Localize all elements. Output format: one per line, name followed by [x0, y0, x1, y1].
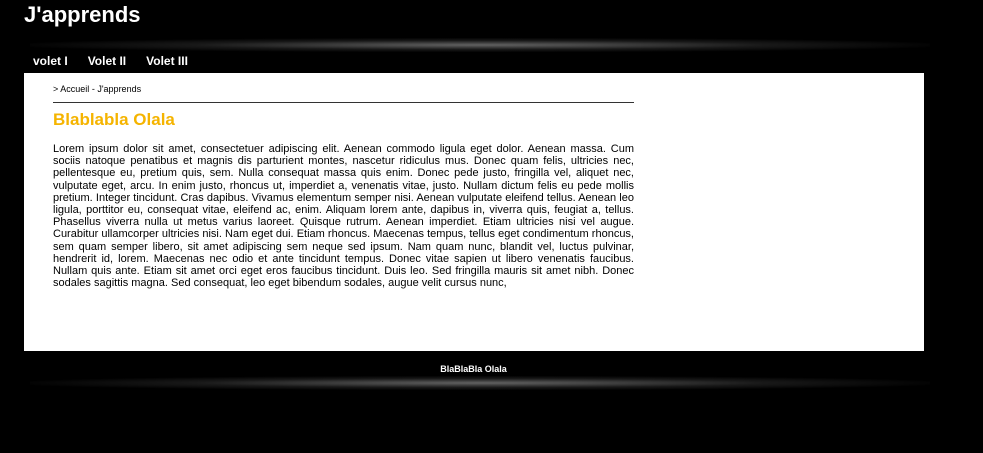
site-title: J'apprends	[24, 2, 141, 27]
breadcrumb-current: J'apprends	[97, 84, 142, 94]
body-paragraph: Lorem ipsum dolor sit amet, consectetuer adipiscing elit. Aenean commodo ligula eget dolor. Aenean massa. Cum sociis natoque penatibus et magnis dis parturient montes, nascetur ridiculus mus. Donec quam felis, ultricies nec, pellentesque eu, pretium quis, sem. Nulla consequat massa quis enim. Donec pede justo, fringilla vel, aliquet nec, vulputate eget, arcu. In enim justo, rhoncus ut, imperdiet a, venenatis vitae, justo. Nullam dictum felis eu pede mollis pretium. Integer tincidunt. Cras dapibus. Vivamus elementum semper nisi. Aenean vulputate eleifend tellus. Aenean leo ligula, porttitor eu, consequat vitae, eleifend ac, enim. Aliquam lorem ante, dapibus in, viverra quis, feugiat a, tellus. Phasellus viverra nulla ut metus varius laoreet. Quisque rutrum. Aenean imperdiet. Etiam ultricies nisi vel augue. Curabitur ullamcorper ultricies nisi. Nam eget dui. Etiam rhoncus. Maecenas tempus, tellus eget condimentum rhoncus, sem quam semper libero, sit amet adipiscing sem neque sed ipsum. Nam quam nunc, blandit vel, luctus pulvinar, hendrerit id, lorem. Maecenas nec odio et ante tincidunt tempus. Donec vitae sapien ut libero venenatis faucibus. Nullam quis ante. Etiam sit amet orci eget eros faucibus tincidunt. Duis leo. Sed fringilla mauris sit amet nibh. Donec sodales sagittis magna. Sed consequat, leo eget bibendum sodales, augue velit cursus nunc,	[53, 143, 634, 290]
content-panel	[24, 73, 924, 351]
nav-item-volet-3[interactable]: Volet III	[146, 54, 188, 68]
footer-glow-divider	[30, 376, 930, 390]
breadcrumb	[53, 84, 141, 95]
breadcrumb-home-link[interactable]: Accueil	[60, 84, 90, 94]
breadcrumb-separator: -	[91, 84, 95, 94]
footer-text: BlaBlaBla Olala	[440, 364, 507, 374]
nav-item-volet-1[interactable]: volet I	[33, 54, 68, 68]
breadcrumb-divider	[53, 102, 634, 103]
breadcrumb-prefix: >	[53, 84, 59, 94]
main-nav	[33, 54, 208, 68]
page-heading: Blablabla Olala	[53, 110, 175, 129]
header-glow-divider	[30, 38, 930, 52]
nav-item-volet-2[interactable]: Volet II	[87, 54, 127, 68]
